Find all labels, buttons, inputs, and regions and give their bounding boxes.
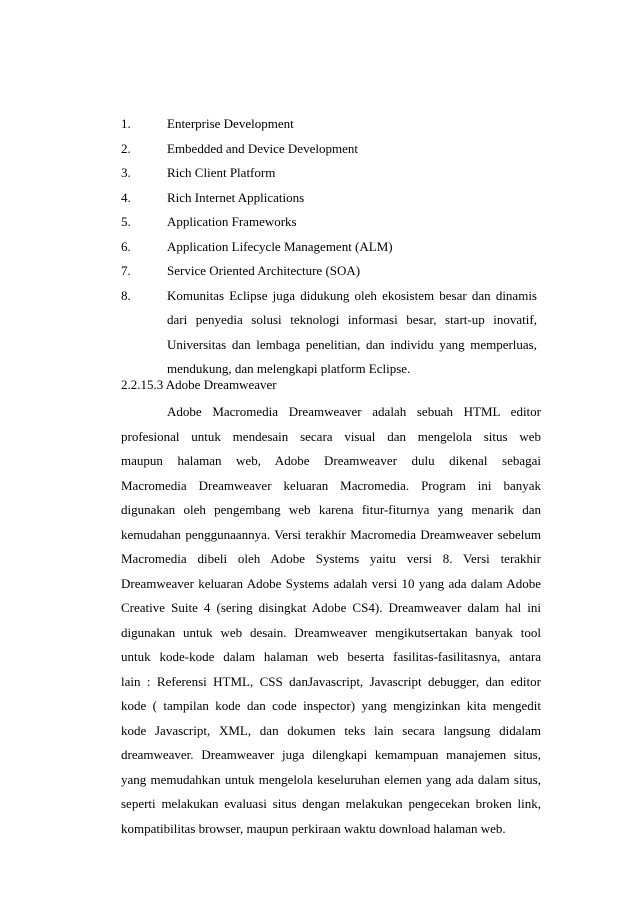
body-paragraph (121, 400, 541, 841)
list-text: Application Lifecycle Management (ALM) (167, 238, 393, 254)
text-line: Adobe Macromedia Dreamweaver adalah sebuah HTML editor (167, 404, 541, 419)
text-line: yang memudahkan untuk mengelola keseluruhan elemen yang ada dalam situs, (121, 771, 541, 787)
list-number: 8. (121, 287, 131, 303)
list-text: Application Frameworks (167, 214, 297, 229)
list-number: 5. (121, 214, 131, 229)
text-line: dari penyedia solusi teknologi informasi besar, start-up inovatif, (167, 312, 537, 327)
text-line: Komunitas Eclipse juga didukung oleh ekosistem besar dan dinamis (167, 287, 537, 303)
text-line: digunakan untuk web desain. Dreamweaver mengikutsertakan banyak tool (121, 624, 541, 640)
text-line: kompatibilitas browser, maupun perkiraan waktu download halaman web. (121, 820, 506, 836)
text-line: kode Javascript, XML, dan dokumen teks lain secara langsung didalam (121, 722, 541, 738)
text-line: kemudahan penggunaannya. Versi terakhir Macromedia Dreamweaver sebelum (121, 526, 541, 542)
text-line: Macromedia Dreamweaver keluaran Macromedia. Program ini banyak (121, 477, 541, 493)
list-text: Service Oriented Architecture (SOA) (167, 263, 361, 278)
list-text: Rich Internet Applications (167, 189, 305, 205)
list-item (121, 259, 541, 284)
text-line: dreamweaver. Dreamweaver juga dilengkapi kemampuan manajemen situs, (121, 747, 541, 762)
list-item (121, 161, 541, 186)
list-text: Embedded and Device Development (167, 140, 358, 156)
list-number: 4. (121, 189, 131, 205)
list-text: Rich Client Platform (167, 165, 276, 180)
text-line: mendukung, dan melengkapi platform Eclipse. (167, 361, 411, 376)
list-number: 6. (121, 238, 131, 254)
text-line: untuk kode-kode dalam halaman web beserta fasilitas-fasilitasnya, antara (121, 649, 541, 664)
list-number: 2. (121, 140, 131, 156)
text-line: profesional untuk mendesain secara visual dan mengelola situs web (121, 428, 541, 444)
list-number: 1. (121, 116, 131, 131)
text-line: Dreamweaver keluaran Adobe Systems adalah versi 10 yang ada dalam Adobe (121, 575, 541, 591)
list-number: 7. (121, 263, 131, 278)
text-line: Macromedia dibeli oleh Adobe Systems yaitu versi 8. Versi terakhir (121, 551, 541, 566)
text-line: seperti melakukan evaluasi situs dengan melakukan pengecekan broken link, (121, 796, 541, 811)
numbered-list (121, 112, 541, 398)
text-line: digunakan oleh pengembang web karena fitur-fiturnya yang menarik dan (121, 502, 541, 517)
text-line: lain : Referensi HTML, CSS danJavascript, Javascript debugger, dan editor (121, 673, 541, 689)
text-line: Universitas dan lembaga penelitian, dan individu yang memperluas, (167, 336, 537, 352)
list-item (121, 186, 541, 211)
list-paragraph (167, 284, 537, 382)
text-line: maupun halaman web, Adobe Dreamweaver dulu dikenal sebagai (121, 453, 541, 468)
list-item (121, 112, 541, 137)
list-text: Enterprise Development (167, 116, 294, 131)
list-number: 3. (121, 165, 131, 180)
list-item (121, 235, 541, 260)
list-item (121, 210, 541, 235)
text-line: kode ( tampilan kode dan code inspector) yang mengizinkan kita mengedit (121, 698, 541, 713)
text-line: Creative Suite 4 (sering disingkat Adobe CS4). Dreamweaver dalam hal ini (121, 600, 541, 615)
section-heading: 2.2.15.3 Adobe Dreamweaver (121, 377, 277, 392)
list-item (121, 137, 541, 162)
